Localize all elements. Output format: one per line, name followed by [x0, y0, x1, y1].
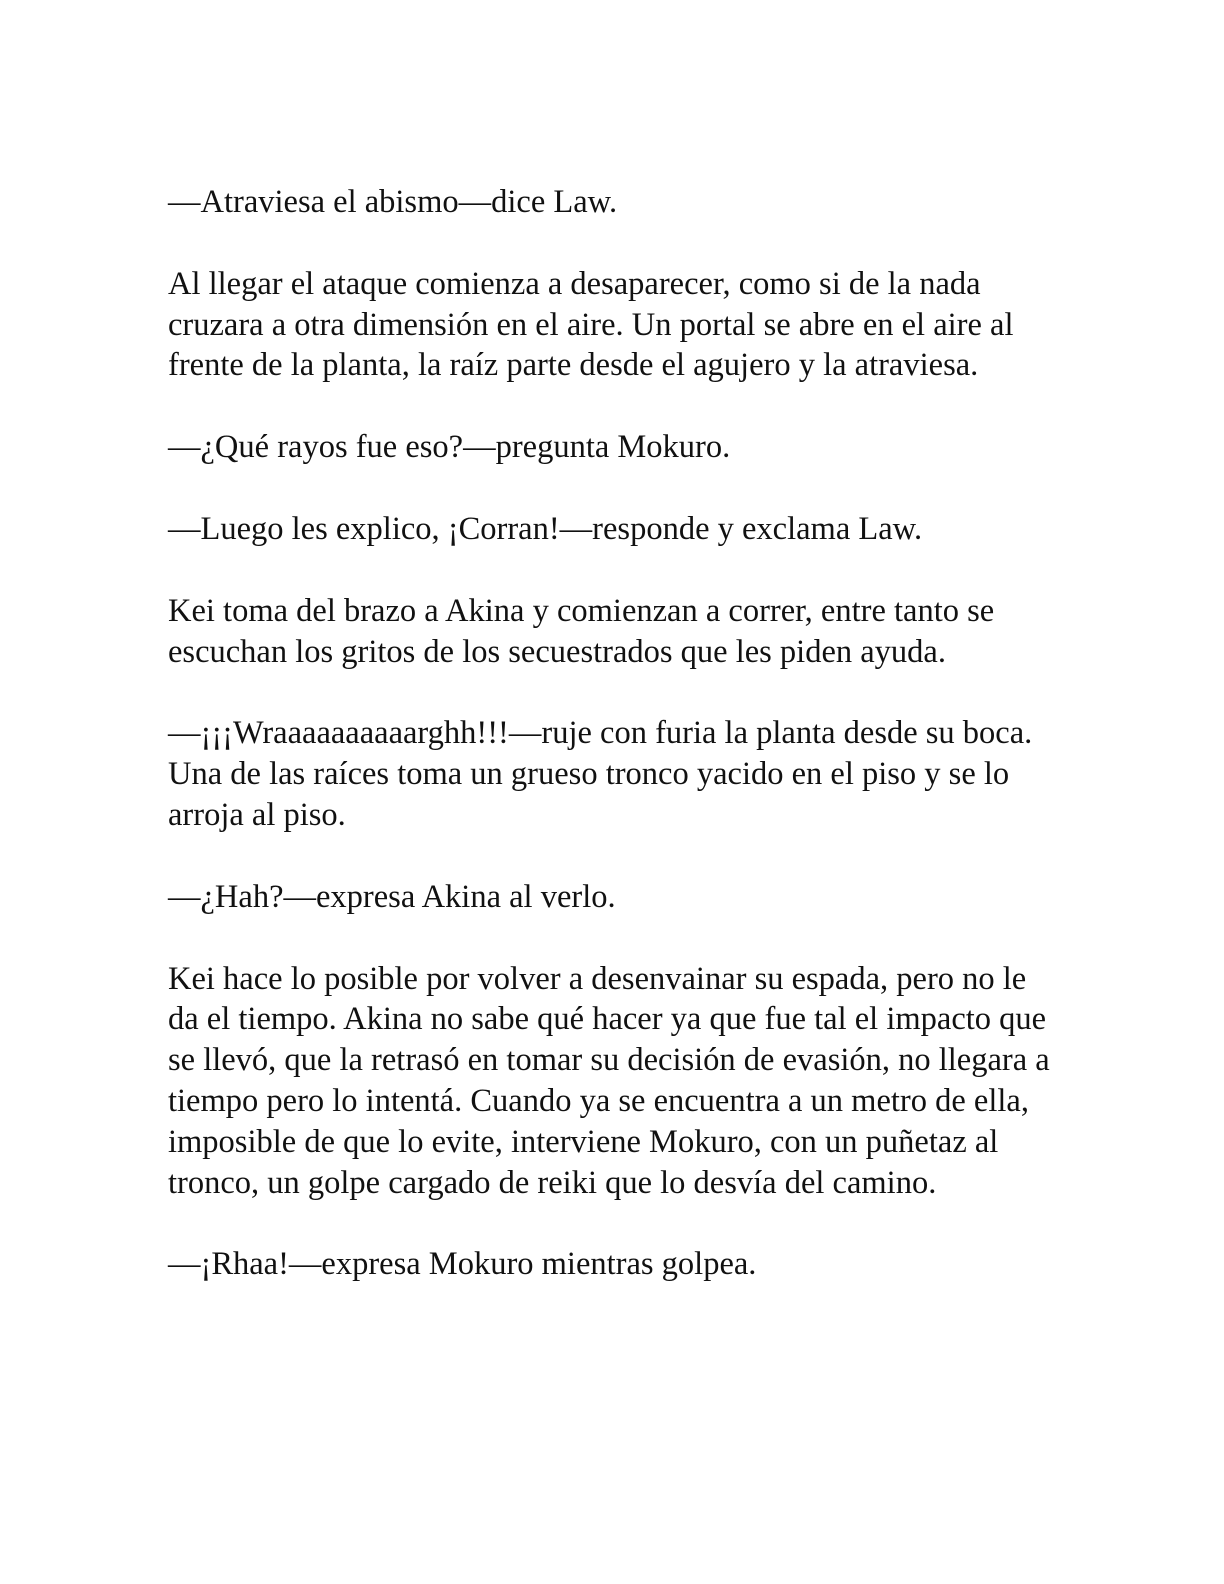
paragraph-8: Kei hace lo posible por volver a desenvainar su espada, pero no le da el tiempo. Akina no sabe qué hacer ya que fue tal el impacto que se llevó, que la retrasó en tomar su decisión de evasión, no llegara a tiempo pero lo intentá. Cuando ya se encuentra a un metro de ella, imposible de que lo evite, interviene Mokuro, con un puñetaz al tronco, un golpe cargado de reiki que lo desvía del camino.: [168, 960, 1050, 1201]
paragraph-4: —Luego les explico, ¡Corran!—responde y exclama Law.: [168, 510, 923, 547]
paragraph-7: —¿Hah?—expresa Akina al verlo.: [168, 878, 616, 915]
paragraph-3: —¿Qué rayos fue eso?—pregunta Mokuro.: [168, 429, 731, 466]
paragraph-9: —¡Rhaa!—expresa Mokuro mientras golpea.: [168, 1246, 757, 1283]
paragraph-5: Kei toma del brazo a Akina y comienzan a correr, entre tanto se escuchan los gritos de los secuestrados que les piden ayuda.: [168, 592, 995, 670]
paragraph-1: —Atraviesa el abismo—dice Law.: [168, 184, 618, 220]
paragraph-6: —¡¡¡Wraaaaaaaaaarghh!!!—ruje con furia la planta desde su boca. Una de las raíces toma un grueso tronco yacido en el piso y se lo arroja al piso.: [168, 715, 1033, 833]
paragraph-2: Al llegar el ataque comienza a desaparecer, como si de la nada cruzara a otra dimensión en el aire. Un portal se abre en el aire al frente de la planta, la raíz parte desde el agujero y la atraviesa.: [168, 265, 1014, 384]
document-body: [168, 182, 1058, 1285]
